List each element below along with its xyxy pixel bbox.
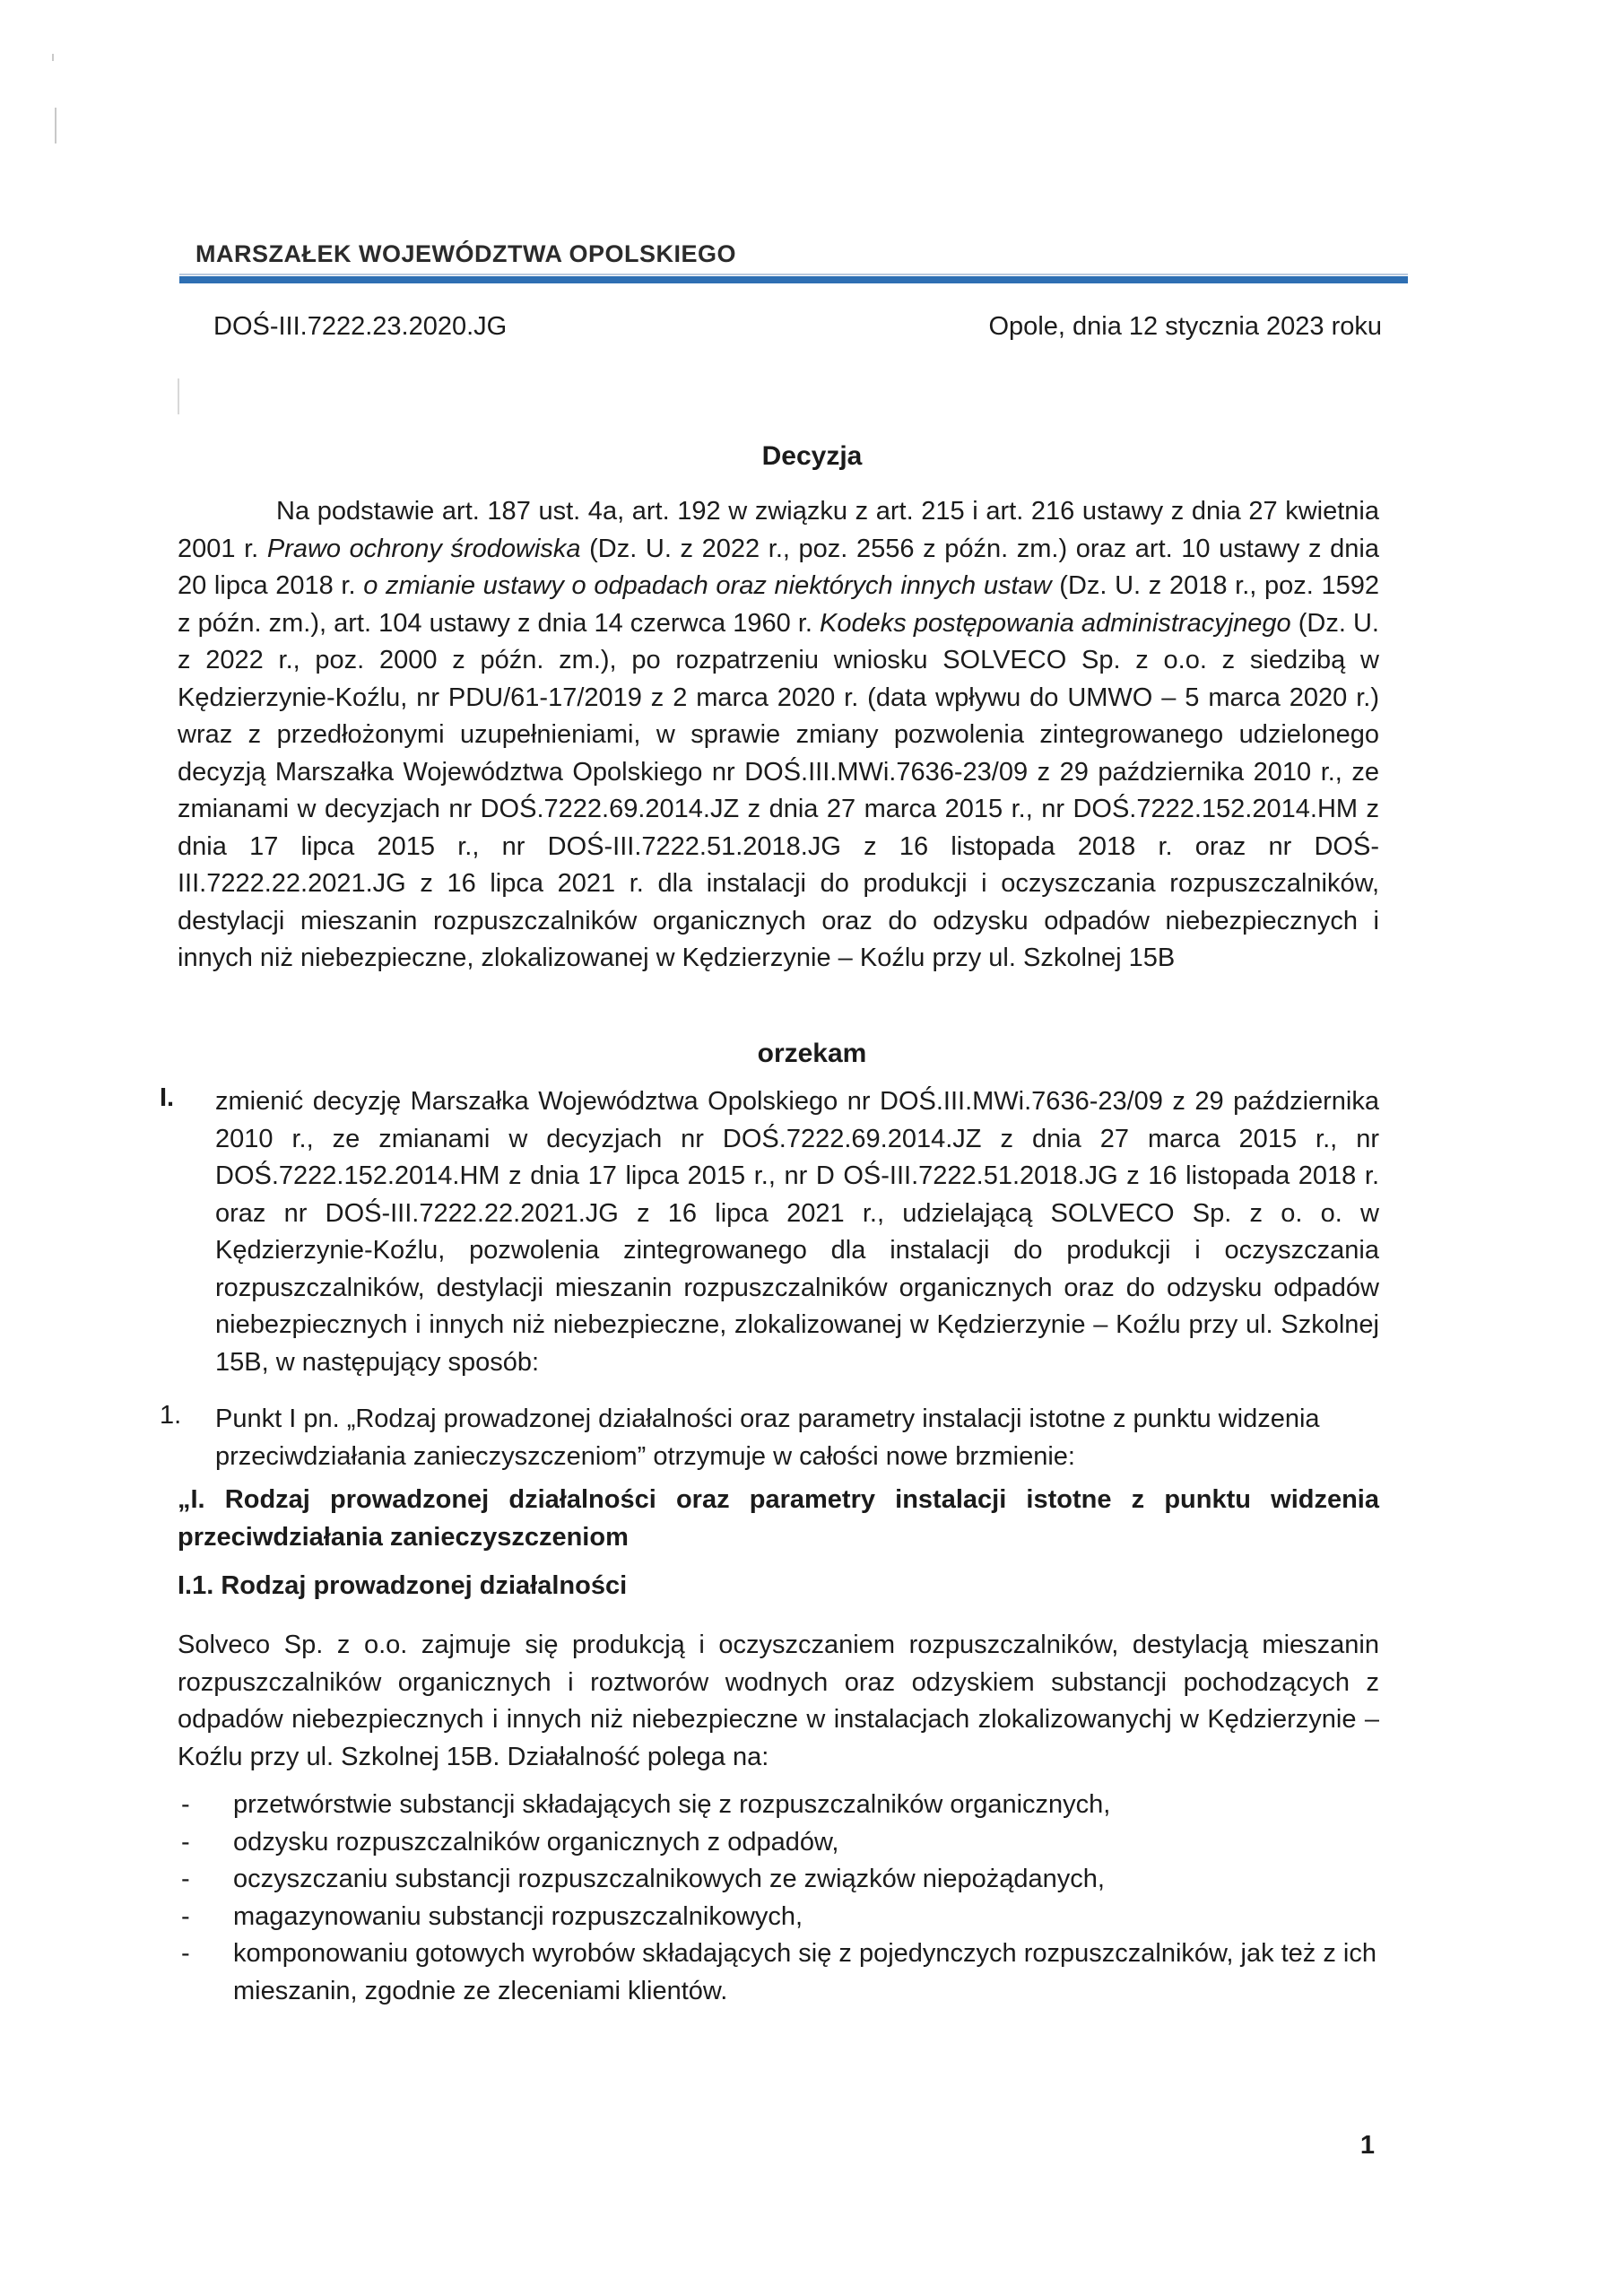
- list-dash: -: [181, 1939, 190, 1968]
- quoted-section-heading: „I. Rodzaj prowadzonej działalności oraz parametry instalacji istotne z punktu widzenia przeciwdziałania zanieczyszczeniom: [178, 1485, 1379, 1552]
- list-item: [178, 1861, 1379, 1899]
- scan-artifact: [52, 54, 57, 161]
- list-item: [178, 1899, 1379, 1936]
- legal-basis-act-2: o zmianie ustawy o odpadach oraz niektórych innych ustaw: [363, 571, 1052, 600]
- legal-basis-text-3: (Dz. U. z 2018 r., poz. 1592 z późn. zm.), art. 104 ustawy z dnia 14 czerwca 1960 r.: [178, 571, 1379, 638]
- amendment-point-marker: 1.: [160, 1401, 182, 1430]
- legal-basis-act-3: Kodeks postępowania administracyjnego: [820, 608, 1291, 638]
- list-item: [178, 1935, 1379, 2010]
- document-title: Decyzja: [761, 441, 863, 471]
- activity-description-paragraph: Solveco Sp. z o.o. zajmuje się produkcją i oczyszczaniem rozpuszczalników, destylacją mieszanin rozpuszczalników organicznych i roztworów wodnych oraz odzyskiem substancji pochodzących z odpadów niebezpiecznych i innych niż niebezpieczne w instalacjach zlokalizowanychj w Kędzierzynie –Koźlu przy ul. Szkolnej 15B. Działalność polega na:: [178, 1631, 1379, 1771]
- reference-number: DOŚ-III.7222.23.2020.JG: [213, 312, 508, 341]
- ruling-item-marker: I.: [160, 1083, 175, 1112]
- list-item-text: magazynowaniu substancji rozpuszczalnikowych,: [233, 1901, 803, 1931]
- list-item-text: odzysku rozpuszczalników organicznych z odpadów,: [233, 1827, 839, 1857]
- legal-basis-text-4: (Dz. U. z 2022 r., poz. 2000 z późn. zm.), po rozpatrzeniu wniosku SOLVECO Sp. z o.o. z siedzibą w Kędzierzynie-Koźlu, nr PDU/61-17/2019 z 2 marca 2020 r. (data wpływu do UMWO – 5 marca 2020 r.) wraz z przedłożonymi uzupełnieniami, w sprawie zmiany pozwolenia zintegrowanego udzielonego decyzją Marszałka Województwa Opolskiego nr DOŚ.III.MWi.7636-23/09 z 29 października 2010 r., ze zmianami w decyzjach nr DOŚ.7222.69.2014.JZ z dnia 27 marca 2015 r., nr DOŚ.7222.152.2014.HM z dnia 17 lipca 2015 r., nr DOŚ-III.7222.51.2018.JG z 16 listopada 2018 r. oraz nr DOŚ-III.7222.22.2021.JG z 16 lipca 2021 r. dla instalacji do produkcji i oczyszczania rozpuszczalników, destylacji mieszanin rozpuszczalników organicznych oraz do odzysku odpadów niebezpiecznych i innych niż niebezpieczne, zlokalizowanej w Kędzierzynie – Koźlu przy ul. Szkolnej 15B: [178, 608, 1379, 972]
- legal-basis-text-1: Na podstawie art. 187 ust. 4a, art. 192 w związku z art. 215 i art. 216 ustawy z dnia 27 kwietnia 2001 r.: [178, 497, 1379, 563]
- ruling-heading: orzekam: [757, 1039, 867, 1068]
- place-and-date: Opole, dnia 12 stycznia 2023 roku: [988, 312, 1382, 341]
- header-rule: [179, 276, 1408, 283]
- list-item: [178, 1824, 1379, 1862]
- list-item: [178, 1787, 1379, 1824]
- list-item-text: przetwórstwie substancji składających się z rozpuszczalników organicznych,: [233, 1790, 1111, 1819]
- ruling-item-text: zmienić decyzję Marszałka Województwa Opolskiego nr DOŚ.III.MWi.7636-23/09 z 29 października 2010 r., ze zmianami w decyzjach nr DOŚ.7222.69.2014.JZ z dnia 27 marca 2015 r., nr DOŚ.7222.152.2014.HM z dnia 17 lipca 2015 r., nr D OŚ-III.7222.51.2018.JG z 16 listopada 2018 r. oraz nr DOŚ-III.7222.22.2021.JG z 16 lipca 2021 r., udzielającą SOLVECO Sp. z o. o. w Kędzierzynie-Koźlu, pozwolenia zintegrowanego dla instalacji do produkcji i oczyszczania rozpuszczalników, destylacji mieszanin rozpuszczalników organicznych oraz do odzysku odpadów niebezpiecznych i innych niż niebezpieczne, zlokalizowanej w Kędzierzynie – Koźlu przy ul. Szkolnej 15B, w następujący sposób:: [215, 1087, 1379, 1377]
- issuing-authority: MARSZAŁEK WOJEWÓDZTWA OPOLSKIEGO: [195, 240, 736, 267]
- list-dash: -: [181, 1865, 190, 1893]
- legal-basis-paragraph: [178, 493, 1379, 978]
- list-item-text: oczyszczaniu substancji rozpuszczalnikowych ze związków niepożądanych,: [233, 1865, 1105, 1893]
- page-number: 1: [1359, 2131, 1375, 2160]
- margin-mark: [178, 378, 179, 414]
- subsection-heading: I.1. Rodzaj prowadzonej działalności: [178, 1571, 628, 1600]
- activity-list: [178, 1787, 1379, 2010]
- list-dash: -: [181, 1827, 190, 1857]
- list-dash: -: [181, 1901, 190, 1931]
- amendment-point-text: Punkt I pn. „Rodzaj prowadzonej działalności oraz parametry instalacji istotne z punktu widzenia przeciwdziałania zanieczyszczeniom” otrzymuje w całości nowe brzmienie:: [215, 1405, 1320, 1471]
- legal-basis-text-2: (Dz. U. z 2022 r., poz. 2556 z późn. zm.) oraz art. 10 ustawy z dnia 20 lipca 2018 r.: [178, 534, 1379, 600]
- list-dash: -: [181, 1790, 190, 1819]
- legal-basis-act-1: Prawo ochrony środowiska: [266, 534, 581, 563]
- list-item-text: komponowaniu gotowych wyrobów składających się z pojedynczych rozpuszczalników, jak też z ich mieszanin, zgodnie ze zleceniami klientów.: [233, 1939, 1376, 2005]
